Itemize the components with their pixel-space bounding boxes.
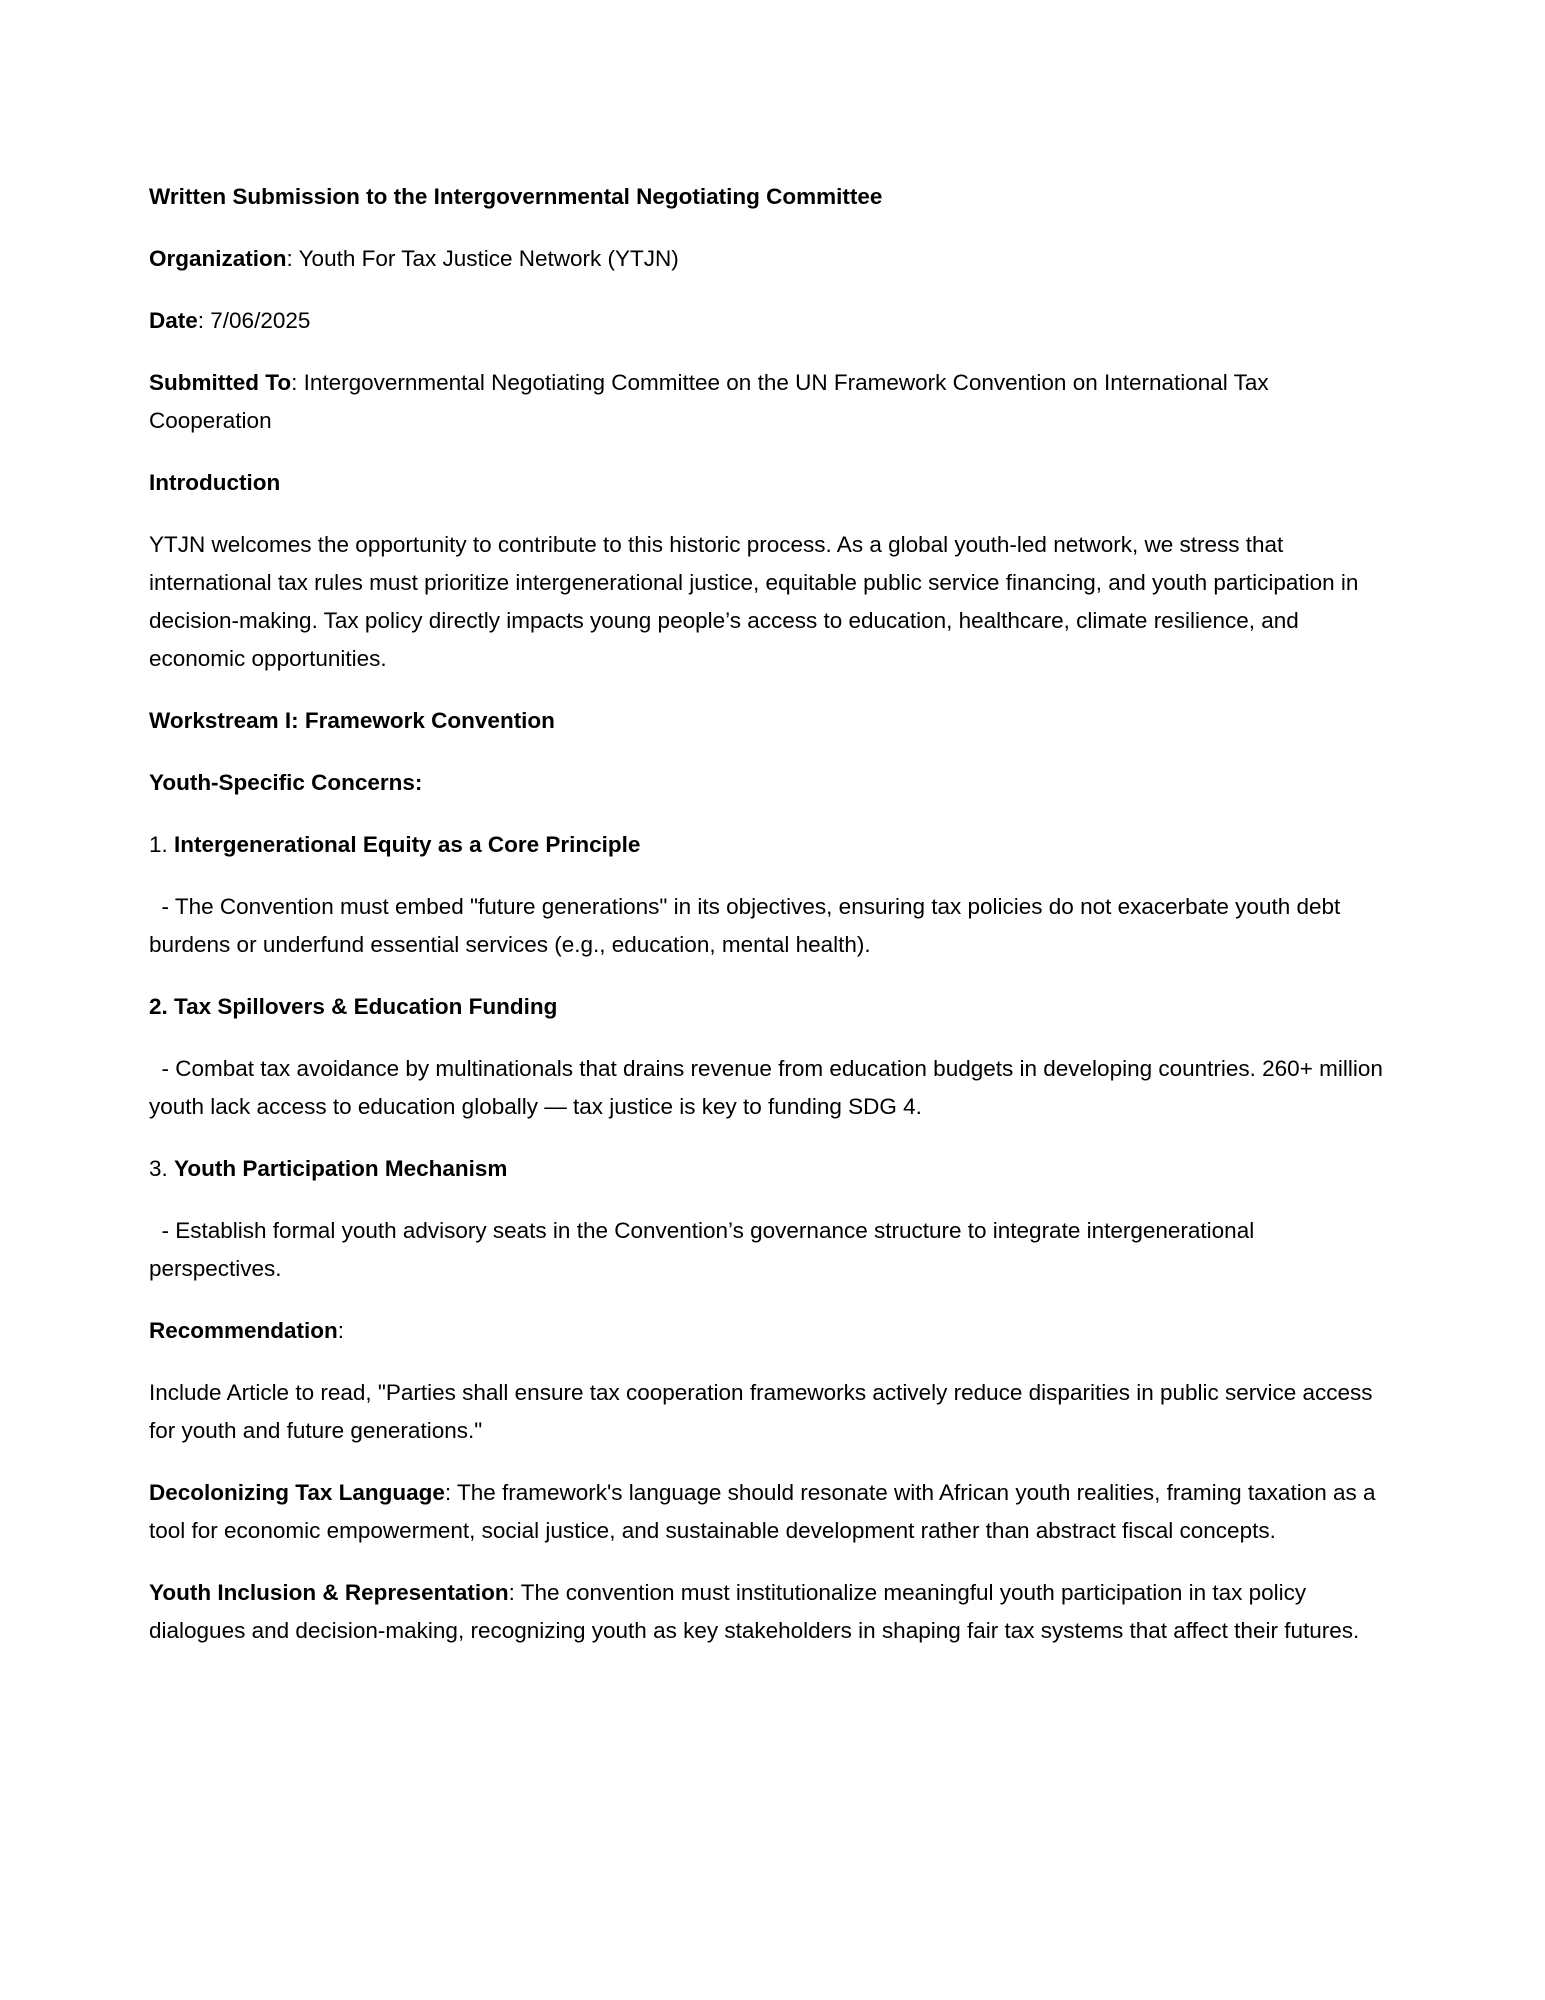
submitted-to-line <box>149 364 1385 440</box>
organization-label: Organization <box>149 246 287 271</box>
concern-1-number: 1. <box>149 832 175 857</box>
organization-value: : Youth For Tax Justice Network (YTJN) <box>286 246 679 271</box>
concern-3-body <box>149 1212 1385 1288</box>
concern-2-title: 2. Tax Spillovers & Education Funding <box>149 994 558 1019</box>
concern-1-body-text: - The Convention must embed "future generations" in its objectives, ensuring tax policies do not exacerbate youth debt burdens or underfund essential services (e.g., education, mental health). <box>149 894 1347 957</box>
submitted-to-label: Submitted To <box>149 370 292 395</box>
document-title-text: Written Submission to the Intergovernmental Negotiating Committee <box>149 184 883 209</box>
date-label: Date <box>149 308 198 333</box>
concern-1-heading <box>149 826 1385 864</box>
document-content <box>149 178 1390 1650</box>
recommendation-body <box>149 1374 1385 1450</box>
recommendation-label: Recommendation <box>149 1318 338 1343</box>
introduction-heading-text: Introduction <box>149 470 281 495</box>
decolonizing-tax-language-text: : The framework's language should resonate with African youth realities, framing taxation as a tool for economic empowerment, social justice, and sustainable development rather than abstract fiscal concepts. <box>149 1480 1382 1543</box>
introduction-paragraph <box>149 526 1385 678</box>
concern-2-body-text: - Combat tax avoidance by multinationals that drains revenue from education budgets in developing countries. 260+ million youth lack access to education globally — tax justice is key to funding SDG 4. <box>149 1056 1390 1119</box>
submitted-to-value: : Intergovernmental Negotiating Committee on the UN Framework Convention on International Tax Cooperation <box>149 370 1275 433</box>
youth-inclusion-text: : The convention must institutionalize meaningful youth participation in tax policy dialogues and decision-making, recognizing youth as key stakeholders in shaping fair tax systems that affect their futures. <box>149 1580 1360 1643</box>
introduction-paragraph-text: YTJN welcomes the opportunity to contribute to this historic process. As a global youth-led network, we stress that international tax rules must prioritize intergenerational justice, equitable public service financing, and youth participation in decision-making. Tax policy directly impacts young people’s access to education, healthcare, climate resilience, and economic opportunities. <box>149 532 1365 671</box>
youth-specific-concerns-heading <box>149 764 1385 802</box>
youth-specific-concerns-heading-text: Youth-Specific Concerns: <box>149 770 423 795</box>
introduction-heading <box>149 464 1385 502</box>
date-value: : 7/06/2025 <box>197 308 311 333</box>
concern-3-number: 3. <box>149 1156 175 1181</box>
recommendation-body-text: Include Article to read, "Parties shall ensure tax cooperation frameworks actively reduce disparities in public service access for youth and future generations." <box>149 1380 1379 1443</box>
workstream-heading-text: Workstream I: Framework Convention <box>149 708 555 733</box>
recommendation-heading <box>149 1312 1385 1350</box>
concern-3-heading <box>149 1150 1385 1188</box>
concern-3-body-text: - Establish formal youth advisory seats in the Convention’s governance structure to integrate intergenerational perspectives. <box>149 1218 1261 1281</box>
concern-1-title: Intergenerational Equity as a Core Principle <box>174 832 641 857</box>
concern-3-title: Youth Participation Mechanism <box>174 1156 508 1181</box>
recommendation-colon: : <box>337 1318 345 1343</box>
concern-1-body <box>149 888 1385 964</box>
youth-inclusion-label: Youth Inclusion & Representation <box>149 1580 509 1605</box>
date-line <box>149 302 1385 340</box>
workstream-heading <box>149 702 1385 740</box>
youth-inclusion-paragraph <box>149 1574 1385 1650</box>
organization-line <box>149 240 1385 278</box>
document-title <box>149 178 1385 216</box>
decolonizing-tax-language-paragraph <box>149 1474 1385 1550</box>
decolonizing-tax-language-label: Decolonizing Tax Language <box>149 1480 445 1505</box>
concern-2-heading <box>149 988 1385 1026</box>
concern-2-body <box>149 1050 1390 1126</box>
